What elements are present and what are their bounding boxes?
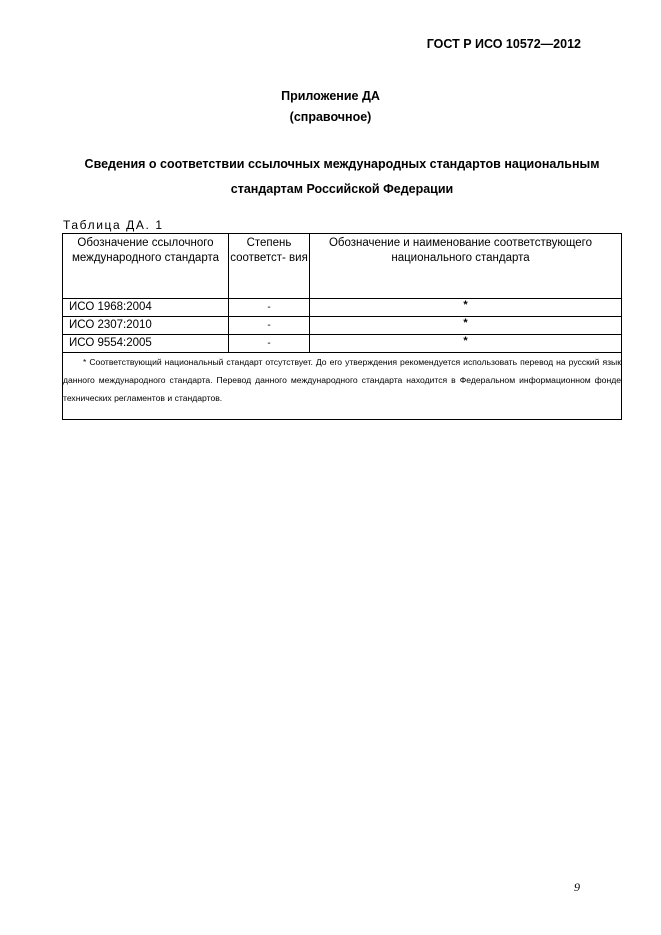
header-international-standard: Обозначение ссылочного международного стандарта [63,234,229,299]
cell-degree: - [229,335,310,353]
appendix-type: (справочное) [289,110,372,124]
table-row [63,335,622,353]
appendix-block [0,86,661,128]
table-header-row [63,234,622,299]
cell-standard-code: ИСО 2307:2010 [63,317,229,335]
cell-degree: - [229,299,310,317]
header-national-standard: Обозначение и наименование соответствующего национального стандарта [310,234,622,299]
page-number: 9 [574,880,580,894]
cell-standard-code: ИСО 9554:2005 [63,335,229,353]
cell-national: * [310,299,622,317]
standards-table [62,233,622,420]
header-degree: Степень соответст- вия [229,234,310,299]
cell-national: * [310,335,622,353]
table-caption: Таблица ДА. 1 [63,218,164,232]
document-code: ГОСТ Р ИСО 10572—2012 [426,37,581,51]
cell-standard-code: ИСО 1968:2004 [63,299,229,317]
cell-degree: - [229,317,310,335]
table-row [63,299,622,317]
table-note-row [63,353,622,420]
appendix-title: Приложение ДА [281,89,380,103]
section-heading: Сведения о соответствии ссылочных международных стандартов национальным стандартам Российской Федерации [84,157,600,196]
footnote-text: * Соответствующий национальный стандарт отсутствует. До его утверждения рекомендуется использовать перевод на русский язык данного международного стандарта. Перевод данного международного стандарта находится в Федеральном информационном фонде технических регламентов и стандартов. [63,357,621,403]
table-row [63,317,622,335]
cell-national: * [310,317,622,335]
table-footnote [63,353,622,420]
